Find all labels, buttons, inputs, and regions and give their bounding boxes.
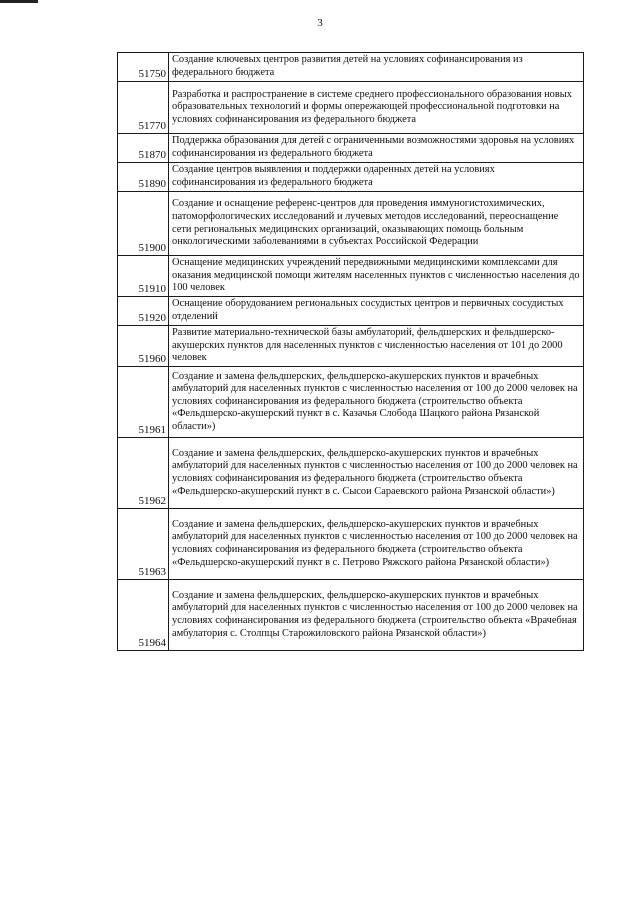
code-cell: 51964 [118, 580, 169, 651]
description-cell: Оснащение оборудованием региональных сосудистых центров и первичных сосудистых отделений [169, 297, 584, 326]
code-cell: 51920 [118, 297, 169, 326]
table-row [118, 163, 584, 192]
code-cell: 51750 [118, 53, 169, 82]
table-body [118, 53, 584, 651]
code-cell: 51900 [118, 192, 169, 256]
description-cell: Создание и замена фельдшерских, фельдшерско-акушерских пунктов и врачебных амбулаторий для населенных пунктов с численностью населения от 100 до 2000 человек на условиях софинансирования из федерального бюджета (строительство объекта «Фельдшерско-акушерский пункт в с. Петрово Ряжского района Рязанской области») [169, 509, 584, 580]
description-cell: Создание центров выявления и поддержки одаренных детей на условиях софинансирования из федерального бюджета [169, 163, 584, 192]
budget-codes-table [117, 52, 584, 651]
code-cell: 51910 [118, 256, 169, 297]
code-cell: 51962 [118, 438, 169, 509]
code-cell: 51963 [118, 509, 169, 580]
table-row [118, 367, 584, 438]
description-cell: Создание и замена фельдшерских, фельдшерско-акушерских пунктов и врачебных амбулаторий для населенных пунктов с численностью населения от 100 до 2000 человек на условиях софинансирования из федерального бюджета (строительство объекта «Врачебная амбулатория с. Столпцы Старожиловского района Рязанской области») [169, 580, 584, 651]
code-cell: 51870 [118, 134, 169, 163]
description-cell: Создание и оснащение референс-центров для проведения иммуногистохимических, патоморфологических исследований и лучевых методов исследований, переоснащение сети региональных медицинских организаций, оказывающих помощь больным онкологическими заболеваниями в субъектах Российской Федерации [169, 192, 584, 256]
table-row [118, 580, 584, 651]
table-row [118, 256, 584, 297]
table-row [118, 509, 584, 580]
table-row [118, 82, 584, 134]
description-cell: Развитие материально-технической базы амбулаторий, фельдшерских и фельдшерско-акушерских пунктов для населенных пунктов с численностью населения от 101 до 2000 человек [169, 326, 584, 367]
code-cell: 51960 [118, 326, 169, 367]
table-row [118, 326, 584, 367]
scan-corner-mark [0, 0, 38, 3]
description-cell: Поддержка образования для детей с ограниченными возможностями здоровья на условиях софинансирования из федерального бюджета [169, 134, 584, 163]
table-row [118, 297, 584, 326]
table-row [118, 53, 584, 82]
description-cell: Оснащение медицинских учреждений передвижными медицинскими комплексами для оказания медицинской помощи жителям населенных пунктов с численностью населения до 100 человек [169, 256, 584, 297]
description-cell: Создание и замена фельдшерских, фельдшерско-акушерских пунктов и врачебных амбулаторий для населенных пунктов с численностью населения от 100 до 2000 человек на условиях софинансирования из федерального бюджета (строительство объекта «Фельдшерско-акушерский пункт в с. Сысои Сараевского района Рязанской области») [169, 438, 584, 509]
description-cell: Создание ключевых центров развития детей на условиях софинансирования из федерального бюджета [169, 53, 584, 82]
code-cell: 51890 [118, 163, 169, 192]
table-row [118, 134, 584, 163]
code-cell: 51961 [118, 367, 169, 438]
description-cell: Разработка и распространение в системе среднего профессионального образования новых образовательных технологий и формы опережающей профессиональной подготовки на условиях софинансирования из федерального бюджета [169, 82, 584, 134]
code-cell: 51770 [118, 82, 169, 134]
table-row [118, 438, 584, 509]
description-cell: Создание и замена фельдшерских, фельдшерско-акушерских пунктов и врачебных амбулаторий для населенных пунктов с численностью населения от 100 до 2000 человек на условиях софинансирования из федерального бюджета (строительство объекта «Фельдшерско-акушерский пункт в с. Казачья Слобода Шацкого района Рязанской области») [169, 367, 584, 438]
table-row [118, 192, 584, 256]
page-number: 3 [317, 17, 323, 29]
